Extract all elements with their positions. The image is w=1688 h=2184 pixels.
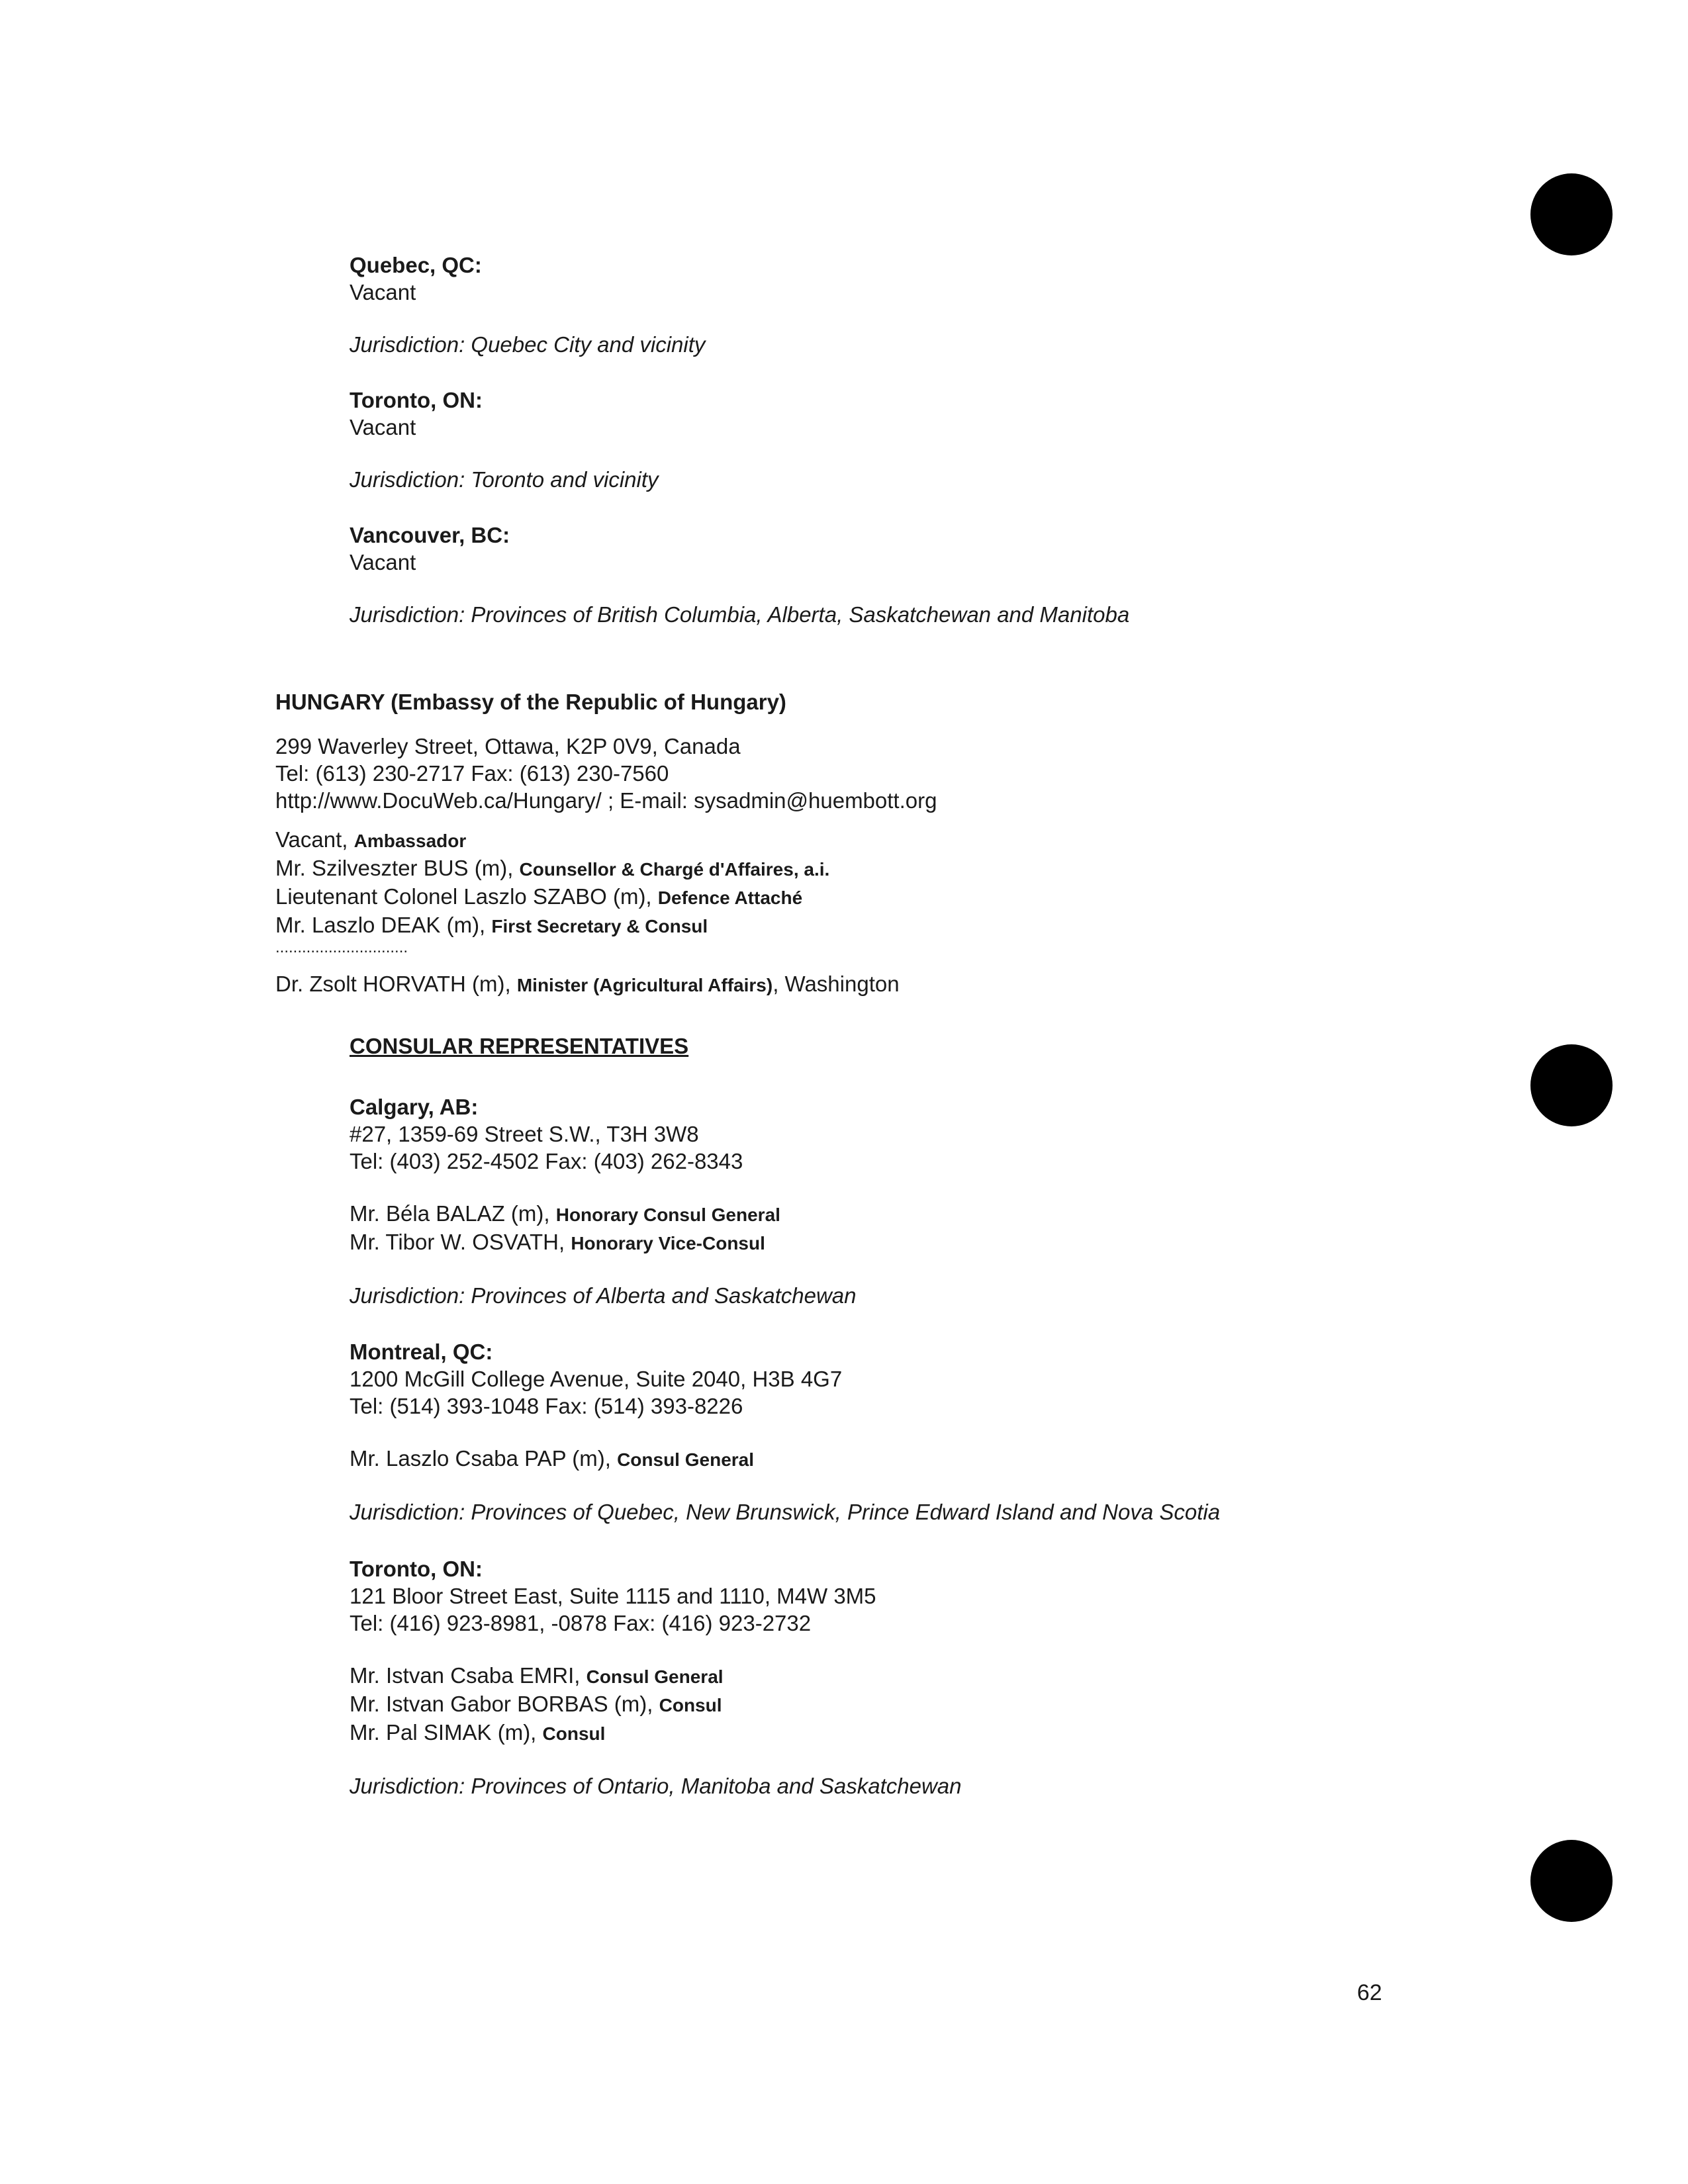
staff-role: Honorary Vice-Consul — [571, 1233, 765, 1253]
consular-section — [350, 1032, 688, 1060]
hungary-extra-staff — [275, 970, 937, 999]
staff-role: Counsellor & Chargé d'Affaires, a.i. — [519, 859, 830, 880]
montreal-heading: Montreal, QC: — [350, 1340, 493, 1364]
vancouver-jurisdiction: Jurisdiction: Provinces of British Columbia, Alberta, Saskatchewan and Manitoba — [350, 602, 1130, 627]
calgary-section — [350, 1093, 857, 1309]
staff-name: Mr. Istvan Csaba EMRI, — [350, 1663, 581, 1688]
binder-hole-top — [1530, 173, 1613, 255]
staff-row — [350, 1445, 1220, 1473]
vancouver-section — [350, 522, 1129, 628]
toronto-top-heading: Toronto, ON: — [350, 388, 483, 412]
consular-heading: CONSULAR REPRESENTATIVES — [350, 1034, 689, 1058]
quebec-section — [350, 251, 705, 358]
toronto-top-section — [350, 387, 659, 493]
staff-name: Mr. Laszlo DEAK (m), — [275, 913, 486, 937]
calgary-tel: Tel: (403) 252-4502 Fax: (403) 262-8343 — [350, 1149, 743, 1173]
staff-name: Mr. Laszlo Csaba PAP (m), — [350, 1446, 611, 1471]
hungary-staff-list — [275, 826, 937, 956]
staff-role: Consul — [659, 1695, 722, 1715]
staff-role: First Secretary & Consul — [491, 916, 708, 936]
binder-hole-middle — [1530, 1044, 1613, 1126]
hungary-tel: Tel: (613) 230-2717 Fax: (613) 230-7560 — [275, 761, 669, 786]
staff-name: Vacant, — [275, 827, 348, 852]
staff-role: Defence Attaché — [657, 887, 803, 908]
staff-name: Dr. Zsolt HORVATH (m), — [275, 972, 511, 996]
toronto-consulate-section — [350, 1555, 961, 1799]
hungary-section — [275, 688, 937, 999]
calgary-heading: Calgary, AB: — [350, 1095, 479, 1119]
toronto-address: 121 Bloor Street East, Suite 1115 and 1110, M4W 3M5 — [350, 1584, 876, 1608]
hungary-address: 299 Waverley Street, Ottawa, K2P 0V9, Canada — [275, 734, 741, 758]
staff-row — [275, 911, 937, 940]
quebec-heading: Quebec, QC: — [350, 253, 482, 277]
staff-role: Honorary Consul General — [555, 1205, 780, 1225]
montreal-address: 1200 McGill College Avenue, Suite 2040, H3B 4G7 — [350, 1367, 843, 1391]
staff-row — [350, 1719, 961, 1747]
hungary-title: HUNGARY (Embassy of the Republic of Hungary) — [275, 690, 786, 714]
staff-row — [275, 854, 937, 883]
staff-row — [350, 1662, 961, 1690]
staff-row — [350, 1200, 857, 1228]
staff-row — [350, 1228, 857, 1257]
calgary-jurisdiction: Jurisdiction: Provinces of Alberta and Saskatchewan — [350, 1283, 857, 1308]
toronto-jurisdiction: Jurisdiction: Provinces of Ontario, Manitoba and Saskatchewan — [350, 1774, 962, 1798]
hungary-web: http://www.DocuWeb.ca/Hungary/ ; E-mail: sysadmin@huembott.org — [275, 788, 937, 813]
calgary-address: #27, 1359-69 Street S.W., T3H 3W8 — [350, 1122, 699, 1146]
staff-name: Mr. Pal SIMAK (m), — [350, 1720, 537, 1745]
binder-hole-bottom — [1530, 1840, 1613, 1922]
quebec-status: Vacant — [350, 280, 416, 304]
staff-name: Lieutenant Colonel Laszlo SZABO (m), — [275, 884, 652, 909]
page-number: 62 — [1357, 1980, 1382, 2005]
toronto-tel: Tel: (416) 923-8981, -0878 Fax: (416) 923-2732 — [350, 1611, 812, 1635]
staff-row — [275, 883, 937, 911]
staff-role: Minister (Agricultural Affairs) — [516, 975, 773, 995]
staff-role: Consul General — [586, 1666, 724, 1687]
montreal-tel: Tel: (514) 393-1048 Fax: (514) 393-8226 — [350, 1394, 743, 1418]
staff-name: Mr. Béla BALAZ (m), — [350, 1201, 550, 1226]
staff-name: Mr. Szilveszter BUS (m), — [275, 856, 514, 880]
quebec-jurisdiction: Jurisdiction: Quebec City and vicinity — [350, 332, 706, 357]
vancouver-status: Vacant — [350, 550, 416, 574]
toronto-heading: Toronto, ON: — [350, 1557, 483, 1581]
staff-row — [350, 1690, 961, 1719]
toronto-top-status: Vacant — [350, 415, 416, 439]
dotted-separator: .............................. — [275, 938, 408, 956]
staff-name: Mr. Istvan Gabor BORBAS (m), — [350, 1692, 653, 1716]
staff-role: Consul General — [617, 1449, 755, 1470]
staff-name: Mr. Tibor W. OSVATH, — [350, 1230, 565, 1254]
vancouver-heading: Vancouver, BC: — [350, 523, 510, 547]
staff-location: , Washington — [773, 972, 900, 996]
montreal-section — [350, 1338, 1220, 1525]
toronto-top-jurisdiction: Jurisdiction: Toronto and vicinity — [350, 467, 659, 492]
staff-row — [275, 826, 937, 854]
staff-role: Ambassador — [353, 831, 467, 851]
staff-role: Consul — [542, 1723, 606, 1744]
montreal-jurisdiction: Jurisdiction: Provinces of Quebec, New Brunswick, Prince Edward Island and Nova Scotia — [350, 1500, 1221, 1524]
